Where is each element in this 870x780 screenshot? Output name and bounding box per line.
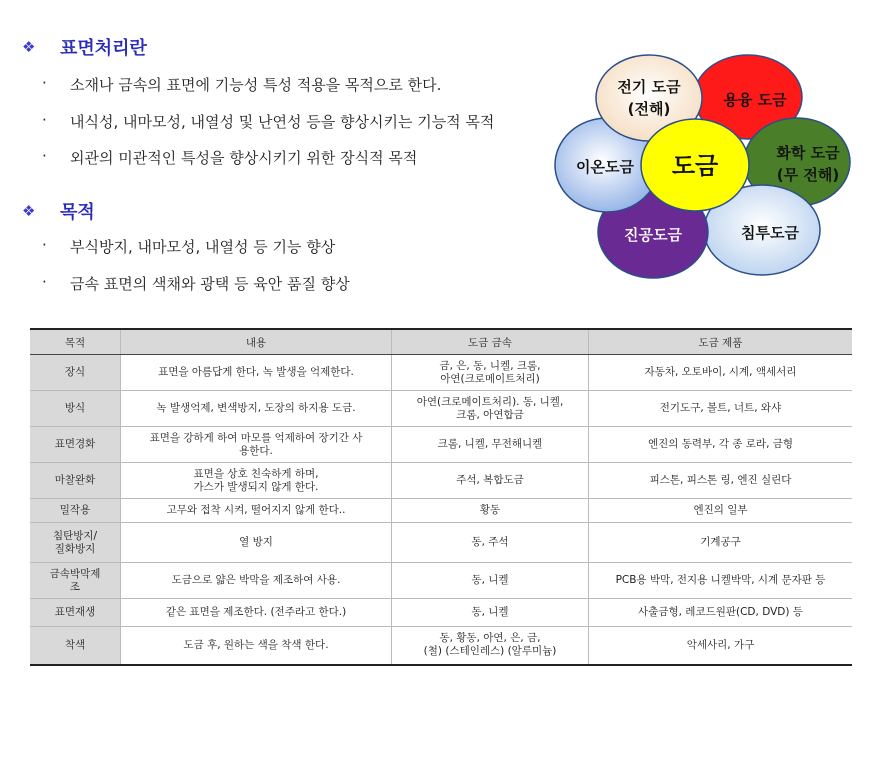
- table-header-row: [30, 329, 852, 355]
- dot-bullet-icon: ·: [42, 111, 47, 129]
- cell-purpose: [30, 599, 121, 627]
- table-row: [30, 355, 852, 391]
- cell-line: 조: [69, 580, 81, 593]
- list-item: [42, 236, 335, 257]
- petal-label: 화학 도금: [776, 144, 840, 162]
- cell-line: 주석, 복합도금: [456, 474, 524, 486]
- cell-product: [589, 427, 853, 463]
- cell-line: 같은 표면을 제조한다. (전주라고 한다.): [165, 606, 347, 618]
- table-row: [30, 627, 852, 665]
- cell-content: [121, 627, 392, 665]
- center-label: 도금: [671, 152, 719, 180]
- dot-bullet-icon: ·: [42, 273, 47, 291]
- cell-line: 방식: [64, 402, 86, 414]
- cell-line: 크롬, 니켈, 무전해니켈: [437, 438, 543, 450]
- cell-product: [589, 355, 853, 391]
- cell-metal: [392, 355, 589, 391]
- cell-line: 표면경화: [54, 438, 96, 450]
- cell-metal: [392, 427, 589, 463]
- cell-line: 크롬, 아연합금: [456, 408, 524, 421]
- table-row: [30, 523, 852, 563]
- cell-line: 동, 니켈: [471, 574, 509, 586]
- petal-label: 진공도금: [624, 226, 682, 244]
- cell-metal: [392, 499, 589, 523]
- list-item-text: 소재나 금속의 표면에 기능성 특성 적용을 목적으로 한다.: [70, 76, 442, 94]
- dot-bullet-icon: ·: [42, 147, 47, 165]
- list-item-text: 금속 표면의 색채와 광택 등 육안 품질 향상: [70, 275, 350, 293]
- cell-line: 착색: [64, 638, 86, 651]
- section-title-text: 표면처리란: [60, 38, 147, 59]
- list-item-text: 부식방지, 내마모성, 내열성 등 기능 향상: [70, 238, 336, 256]
- cell-product: [589, 499, 853, 523]
- plating-purpose-table: [30, 328, 852, 666]
- cell-purpose: [30, 355, 121, 391]
- cell-content: [121, 599, 392, 627]
- cell-line: 동, 황동, 아연, 은, 금,: [439, 632, 541, 645]
- table-row: [30, 599, 852, 627]
- cell-line: 용한다.: [239, 444, 273, 457]
- column-header: 내용: [121, 329, 392, 355]
- list-item: [42, 147, 417, 168]
- cell-line: 금, 은, 동, 니켈, 크롬,: [439, 359, 541, 372]
- cell-line: 마찰완화: [54, 474, 96, 486]
- petal-label: 이온도금: [576, 158, 634, 176]
- cell-purpose: [30, 427, 121, 463]
- cell-purpose: [30, 523, 121, 563]
- cell-line: 아연(크로메이트처리): [440, 372, 540, 385]
- petal-label: (전해): [627, 100, 671, 118]
- cell-line: 동, 주석: [471, 536, 509, 548]
- cell-line: 표면을 아름답게 한다, 녹 발생을 억제한다.: [158, 366, 354, 378]
- cell-line: 아연(크로메이트처리). 동, 니켈,: [416, 395, 564, 408]
- column-header: 도금 금속: [392, 329, 589, 355]
- table-row: [30, 391, 852, 427]
- list-item: [42, 273, 350, 294]
- cell-product: [589, 391, 853, 427]
- cell-metal: [392, 391, 589, 427]
- cell-content: [121, 427, 392, 463]
- table-row: [30, 427, 852, 463]
- cell-metal: [392, 463, 589, 499]
- cell-purpose: [30, 463, 121, 499]
- cell-line: 동, 니켈: [471, 606, 509, 618]
- cell-line: 자동차, 오토바이, 시계, 액세서리: [644, 366, 797, 378]
- cell-purpose: [30, 391, 121, 427]
- cell-line: 도금 후, 원하는 색을 착색 한다.: [183, 638, 329, 651]
- cell-content: [121, 563, 392, 599]
- column-header: 목적: [30, 329, 121, 355]
- column-header: 도금 제품: [589, 329, 853, 355]
- cell-content: [121, 523, 392, 563]
- list-item-text: 외관의 미관적인 특성을 향상시키기 위한 장식적 목적: [70, 149, 418, 167]
- list-item-text: 내식성, 내마모성, 내열성 및 난연성 등을 향상시키는 기능적 목적: [70, 113, 495, 131]
- cell-line: 전기도구, 볼트, 너트, 와샤: [659, 402, 782, 414]
- petal-label: 용융 도금: [723, 91, 787, 109]
- dot-bullet-icon: ·: [42, 236, 47, 254]
- petal-label: 전기 도금: [617, 78, 681, 96]
- table-body: [30, 355, 852, 665]
- plating-types-diagram: [550, 40, 860, 290]
- cell-line: 피스톤, 피스톤 링, 엔진 실린다: [649, 474, 792, 486]
- dot-bullet-icon: ·: [42, 74, 47, 92]
- cell-content: [121, 391, 392, 427]
- cell-line: 장식: [64, 366, 86, 378]
- cell-line: 질화방지: [54, 542, 96, 555]
- petal-label: (무 전해): [776, 166, 840, 184]
- cell-line: 가스가 발생되지 않게 한다.: [193, 480, 319, 493]
- cell-content: [121, 499, 392, 523]
- cell-line: 황동: [479, 504, 501, 516]
- cell-line: 열 방지: [239, 536, 273, 548]
- petal-label: 침투도금: [741, 224, 799, 242]
- table-row: [30, 499, 852, 523]
- cell-line: (철) (스테인레스) (알루미늄): [423, 645, 557, 658]
- cell-content: [121, 355, 392, 391]
- cell-line: 표면을 강하게 하여 마모를 억제하여 장기간 사: [149, 431, 363, 444]
- cell-purpose: [30, 499, 121, 523]
- cell-product: [589, 463, 853, 499]
- cell-metal: [392, 523, 589, 563]
- diamond-bullet-icon: ❖: [22, 202, 36, 220]
- cell-line: 고무와 접착 시켜, 떨어지지 않게 한다..: [166, 504, 346, 516]
- section-title-purpose: [22, 198, 95, 224]
- cell-metal: [392, 627, 589, 665]
- section-title-surface-treatment: [22, 34, 147, 60]
- section-title-text: 목적: [60, 202, 95, 223]
- list-item: [42, 74, 441, 95]
- cell-line: 표면을 상호 친숙하게 하며,: [193, 467, 319, 480]
- cell-line: 악세사리, 가구: [686, 638, 755, 651]
- cell-product: [589, 523, 853, 563]
- cell-line: 침탄방지/: [52, 529, 98, 542]
- cell-line: 금속박막제: [49, 567, 101, 580]
- cell-line: 밀작용: [59, 504, 91, 516]
- cell-line: 표면재생: [54, 606, 96, 618]
- cell-metal: [392, 599, 589, 627]
- cell-product: [589, 563, 853, 599]
- cell-metal: [392, 563, 589, 599]
- table-row: [30, 563, 852, 599]
- cell-product: [589, 599, 853, 627]
- list-item: [42, 111, 494, 132]
- cell-line: 기계공구: [700, 536, 741, 548]
- diamond-bullet-icon: ❖: [22, 38, 36, 56]
- cell-purpose: [30, 627, 121, 665]
- cell-content: [121, 463, 392, 499]
- table-row: [30, 463, 852, 499]
- cell-line: 엔진의 일부: [693, 504, 748, 516]
- cell-purpose: [30, 563, 121, 599]
- cell-line: PCB용 박막, 전지용 니켈박막, 시계 문자판 등: [615, 574, 826, 586]
- cell-product: [589, 627, 853, 665]
- cell-line: 엔진의 동력부, 각 종 로라, 금형: [647, 438, 794, 450]
- cell-line: 사출금형, 레코드원판(CD, DVD) 등: [638, 606, 803, 618]
- cell-line: 도금으로 얇은 박막을 제조하여 사용.: [171, 574, 341, 586]
- cell-line: 녹 발생억제, 변색방지, 도장의 하지용 도금.: [156, 402, 356, 414]
